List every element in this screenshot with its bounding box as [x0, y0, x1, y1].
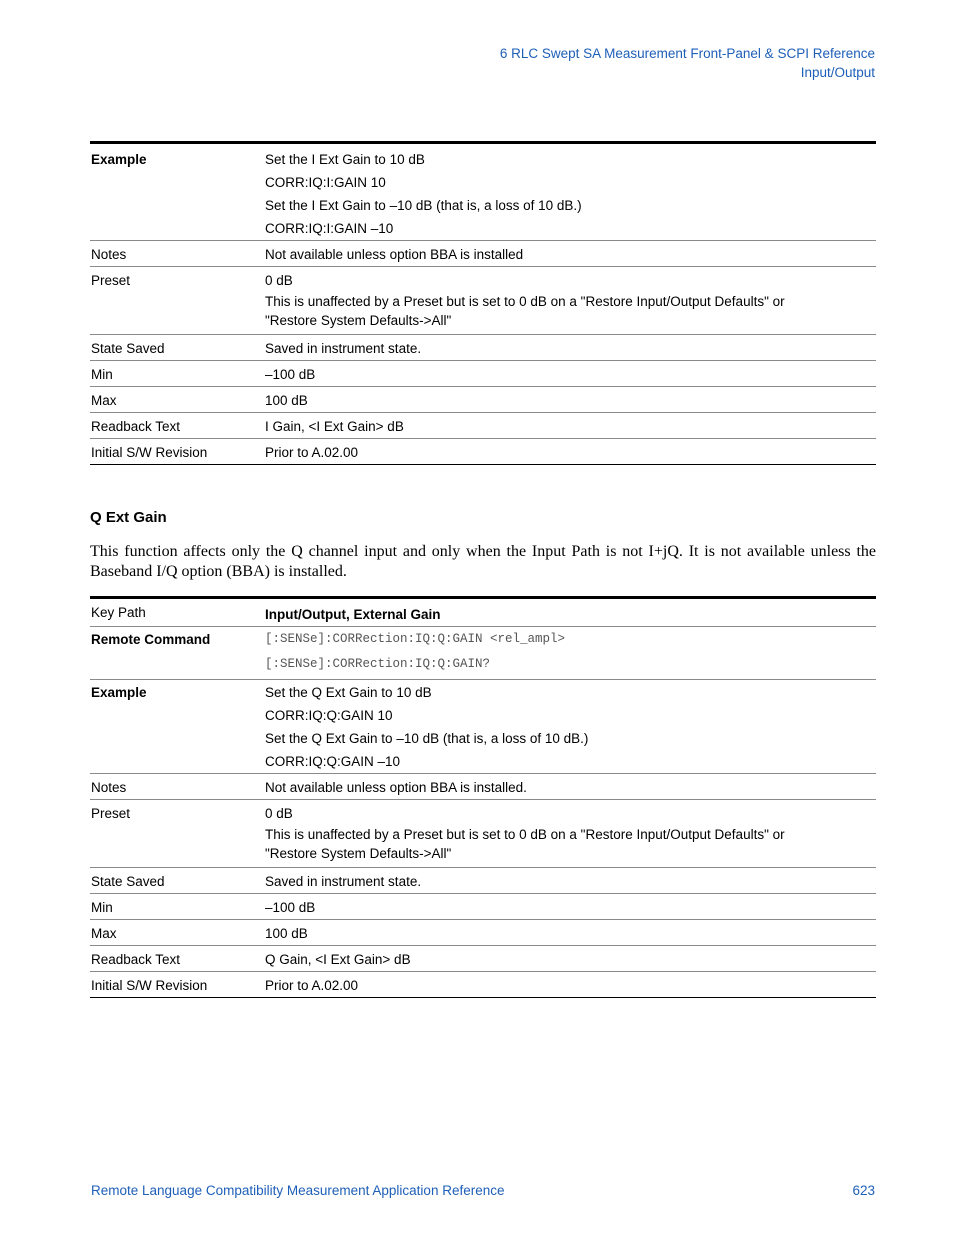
notes-row: [90, 241, 876, 267]
state-saved-label: State Saved: [91, 341, 165, 356]
example-line: Set the Q Ext Gain to –10 dB (that is, a loss of 10 dB.): [265, 731, 589, 746]
example-row: [90, 143, 876, 241]
state-saved-row: [90, 868, 876, 894]
revision-value: Prior to A.02.00: [265, 445, 359, 460]
max-label: Max: [91, 393, 117, 408]
min-value: –100 dB: [265, 900, 316, 915]
key-path-value: Input/Output, External Gain: [265, 607, 441, 622]
min-value: –100 dB: [265, 367, 316, 382]
max-value: 100 dB: [265, 393, 308, 408]
readback-label: Readback Text: [91, 952, 181, 967]
example-line: CORR:IQ:Q:GAIN 10: [265, 708, 393, 723]
example-line: CORR:IQ:I:GAIN –10: [265, 221, 394, 236]
readback-row: [90, 413, 876, 439]
notes-value: Not available unless option BBA is installed.: [265, 780, 527, 795]
example-label: Example: [91, 685, 147, 700]
example-row: [90, 680, 876, 774]
section-intro: This function affects only the Q channel input and only when the Input Path is not I+jQ. It is not available unless the Baseband I/Q option (BBA) is installed.: [90, 543, 876, 580]
readback-label: Readback Text: [91, 419, 181, 434]
remote-command-label: Remote Command: [91, 632, 211, 647]
max-label: Max: [91, 926, 117, 941]
remote-command-row: [90, 627, 876, 680]
preset-value: 0 dB: [265, 273, 293, 288]
q-ext-gain-table: [90, 596, 876, 998]
preset-value: 0 dB: [265, 806, 293, 821]
preset-detail: This is unaffected by a Preset but is set to 0 dB on a "Restore Input/Output Defaults" or "Restore System Defaults->All": [265, 827, 785, 861]
key-path-label: Key Path: [91, 605, 146, 620]
preset-label: Preset: [91, 273, 131, 288]
max-row: [90, 920, 876, 946]
min-row: [90, 894, 876, 920]
min-label: Min: [91, 900, 113, 915]
running-header: [500, 44, 875, 82]
preset-detail: This is unaffected by a Preset but is set to 0 dB on a "Restore Input/Output Defaults" or "Restore System Defaults->All": [265, 294, 785, 328]
remote-command-line: [:SENSe]:CORRection:IQ:Q:GAIN <rel_ampl>: [265, 632, 566, 646]
readback-value: Q Gain, <I Ext Gain> dB: [265, 952, 411, 967]
example-line: Set the I Ext Gain to 10 dB: [265, 152, 425, 167]
state-saved-value: Saved in instrument state.: [265, 874, 422, 889]
section-name: Input/Output: [800, 65, 875, 80]
example-line: Set the I Ext Gain to –10 dB (that is, a loss of 10 dB.): [265, 198, 582, 213]
chapter-title: 6 RLC Swept SA Measurement Front-Panel & SCPI Reference: [499, 46, 875, 61]
revision-label: Initial S/W Revision: [91, 445, 208, 460]
example-line: Set the Q Ext Gain to 10 dB: [265, 685, 432, 700]
max-value: 100 dB: [265, 926, 308, 941]
preset-row: [90, 800, 876, 868]
example-label: Example: [91, 152, 147, 167]
page-number: 623: [852, 1183, 875, 1198]
example-line: CORR:IQ:Q:GAIN –10: [265, 754, 401, 769]
state-saved-value: Saved in instrument state.: [265, 341, 422, 356]
readback-row: [90, 946, 876, 972]
preset-label: Preset: [91, 806, 131, 821]
i-ext-gain-table: [90, 141, 876, 465]
notes-label: Notes: [91, 247, 127, 262]
revision-row: [90, 439, 876, 465]
remote-query-line: [:SENSe]:CORRection:IQ:Q:GAIN?: [265, 657, 491, 671]
notes-row: [90, 774, 876, 800]
state-saved-label: State Saved: [91, 874, 165, 889]
min-label: Min: [91, 367, 113, 382]
revision-row: [90, 972, 876, 998]
footer-title: Remote Language Compatibility Measurement Application Reference: [91, 1183, 505, 1198]
key-path-row: [90, 598, 876, 627]
max-row: [90, 387, 876, 413]
state-saved-row: [90, 335, 876, 361]
readback-value: I Gain, <I Ext Gain> dB: [265, 419, 404, 434]
revision-label: Initial S/W Revision: [91, 978, 208, 993]
preset-row: [90, 267, 876, 335]
section-title: Q Ext Gain: [90, 509, 167, 526]
example-line: CORR:IQ:I:GAIN 10: [265, 175, 386, 190]
revision-value: Prior to A.02.00: [265, 978, 359, 993]
min-row: [90, 361, 876, 387]
notes-value: Not available unless option BBA is installed: [265, 247, 524, 262]
notes-label: Notes: [91, 780, 127, 795]
